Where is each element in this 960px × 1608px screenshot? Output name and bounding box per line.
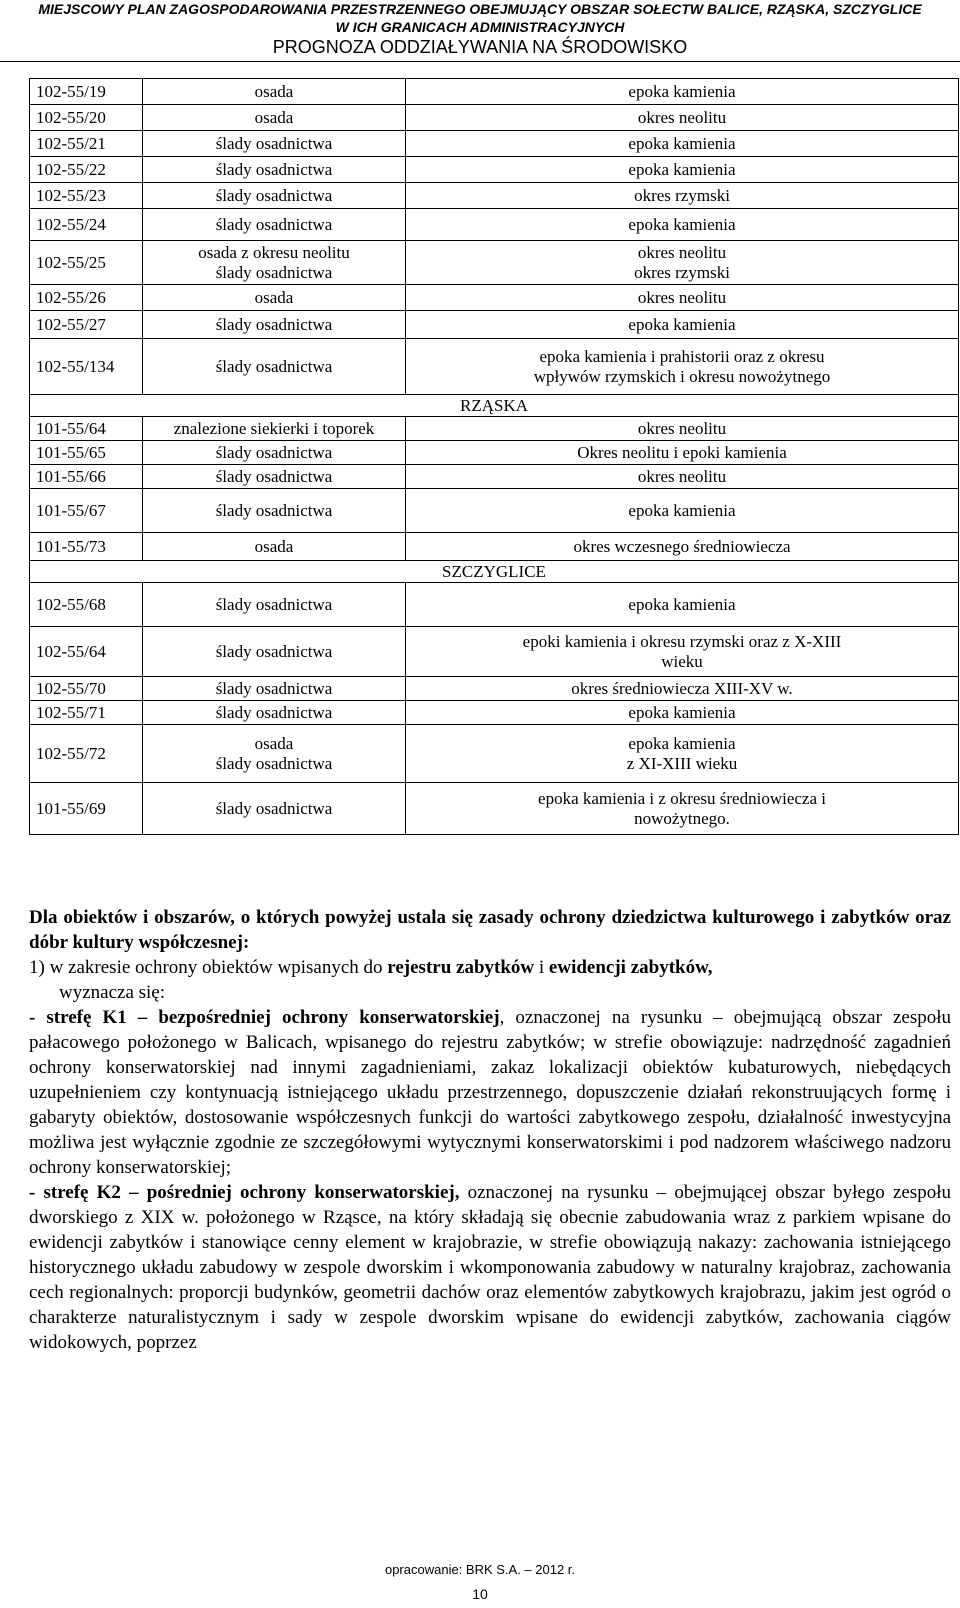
site-id-cell: 102-55/22 [30, 157, 143, 183]
header-line-3: PROGNOZA ODDZIAŁYWANIA NA ŚRODOWISKO [272, 37, 688, 57]
site-period-cell-line: epoka kamienia [628, 81, 736, 101]
site-kind-cell [143, 339, 406, 395]
table-row [30, 311, 959, 339]
site-period-cell-line: epoka kamienia i z okresu średniowiecza i [538, 788, 826, 808]
site-kind-cell-line: osada z okresu neolitu [198, 242, 350, 262]
site-period-cell-line: okres neolitu [637, 466, 727, 486]
site-kind-cell [143, 311, 406, 339]
zone-k1-title: - strefę K1 – bezpośredniej ochrony konserwatorskiej [29, 1007, 500, 1028]
site-kind-cell-line: osada [254, 733, 294, 753]
site-period-cell-line: epoka kamienia [628, 214, 736, 234]
site-period-cell-line: epoka kamienia [628, 594, 736, 614]
site-period-cell-line: epoka kamienia [628, 733, 736, 753]
header-rule [0, 61, 960, 62]
site-period-cell [406, 183, 959, 209]
site-kind-cell [143, 583, 406, 627]
site-id-cell: 102-55/25 [30, 241, 143, 285]
site-id-cell: 102-55/134 [30, 339, 143, 395]
site-kind-cell [143, 105, 406, 131]
site-id-cell: 102-55/70 [30, 677, 143, 701]
table-row [30, 157, 959, 183]
site-kind-cell [143, 465, 406, 489]
site-kind-cell [143, 79, 406, 105]
site-period-cell-line: epoka kamienia [628, 500, 736, 520]
site-kind-cell [143, 725, 406, 783]
site-period-cell [406, 465, 959, 489]
site-kind-cell [143, 183, 406, 209]
site-period-cell-line: nowożytnego. [634, 808, 730, 828]
site-kind-cell [143, 241, 406, 285]
site-kind-cell [143, 441, 406, 465]
zone-k2-paragraph: - strefę K2 – pośredniej ochrony konserwatorskiej, oznaczonej na rysunku – obejmującej obszar byłego zespołu dworskiego z XIX w. położonego w Rząsce, na który składają się obecnie zabudowania wraz z parkiem wpisane do ewidencji zabytków i stanowiące cenny element w krajobrazie, w strefie obowiązują nakazy: zachowania istniejącego historycznego układu zabudowy w zespole dworskim i wkomponowania zabudowy w naturalny krajobraz, zachowania cech regionalnych: proporcji budynków, geometrii dachów oraz elementów zabytkowych krajobrazu, jakim jest ogród o charakterze naturalistycznym i sady w zespole dworskim wpisane do ewidencji zabytków, zachowania ciągów widokowych, poprzez [29, 1182, 951, 1353]
intro-paragraph: Dla obiektów i obszarów, o których powyżej ustala się zasady ochrony dziedzictwa kulturowego i zabytków oraz dóbr kultury współczesnej: [29, 907, 951, 953]
site-kind-cell [143, 677, 406, 701]
site-kind-cell [143, 285, 406, 311]
site-id-cell: 102-55/71 [30, 701, 143, 725]
site-period-cell-line: okres średniowiecza XIII-XV w. [571, 678, 793, 698]
site-id-cell: 101-55/66 [30, 465, 143, 489]
table-row [30, 339, 959, 395]
site-kind-cell-line: ślady osadnictwa [215, 753, 333, 773]
site-kind-cell [143, 701, 406, 725]
site-kind-cell-line: ślady osadnictwa [215, 702, 333, 722]
site-id-cell: 102-55/19 [30, 79, 143, 105]
table-row [30, 533, 959, 561]
site-kind-cell [143, 489, 406, 533]
site-id-cell: 102-55/64 [30, 627, 143, 677]
site-kind-cell-line: osada [254, 81, 294, 101]
site-kind-cell-line: ślady osadnictwa [215, 356, 333, 376]
site-period-cell-line: z XI-XIII wieku [626, 753, 738, 773]
page-header [0, 0, 960, 58]
site-kind-cell-line: ślady osadnictwa [215, 466, 333, 486]
site-period-cell-line: okres rzymski [634, 262, 730, 282]
site-kind-cell-line: znalezione siekierki i toporek [173, 418, 375, 438]
site-kind-cell-line: ślady osadnictwa [215, 442, 333, 462]
site-kind-cell-line: ślady osadnictwa [215, 214, 333, 234]
site-period-cell [406, 311, 959, 339]
table-row [30, 677, 959, 701]
site-period-cell [406, 677, 959, 701]
footer-credit: opracowanie: BRK S.A. – 2012 r. [384, 1562, 576, 1577]
body-text [29, 905, 951, 1355]
table-row [30, 131, 959, 157]
site-kind-cell-line: ślady osadnictwa [215, 594, 333, 614]
section-row [30, 395, 959, 417]
register-term: rejestru zabytków [387, 957, 535, 978]
site-period-cell [406, 583, 959, 627]
site-kind-cell-line: ślady osadnictwa [215, 159, 333, 179]
site-period-cell-line: epoka kamienia [628, 133, 736, 153]
site-period-cell-line: okres neolitu [637, 287, 727, 307]
site-id-cell: 102-55/23 [30, 183, 143, 209]
site-period-cell [406, 783, 959, 835]
site-id-cell: 101-55/67 [30, 489, 143, 533]
site-period-cell [406, 533, 959, 561]
site-period-cell-line: okres rzymski [634, 185, 730, 205]
table-row [30, 725, 959, 783]
site-kind-cell [143, 209, 406, 241]
site-period-cell-line: okres neolitu [637, 242, 727, 262]
site-period-cell [406, 417, 959, 441]
site-kind-cell [143, 131, 406, 157]
table-row [30, 241, 959, 285]
site-period-cell-line: epoki kamienia i okresu rzymski oraz z X-XIII [522, 631, 842, 651]
site-kind-cell [143, 533, 406, 561]
site-period-cell-line: okres neolitu [637, 107, 727, 127]
site-kind-cell-line: osada [254, 107, 294, 127]
site-period-cell [406, 489, 959, 533]
zone-k1-paragraph: - strefę K1 – bezpośredniej ochrony konserwatorskiej, oznaczonej na rysunku – obejmującą obszar zespołu pałacowego położonego w Balicach, wpisanego do rejestru zabytków; w strefie obowiązuje: nadrzędność zagadnień ochrony konserwatorskiej nad innymi zagadnieniami, zakaz lokalizacji obiektów kubaturowych, niebędących uzupełnieniem czy kontynuacją istniejącego układu przestrzennego, dopuszczenie działań rekonstruujących formę i gabaryty obiektów, dostosowanie współczesnych funkcji do wartości zabytkowego zespołu, działalność inwestycyjna możliwa jest wyłącznie zgodnie ze szczegółowymi wytycznymi konserwatorskimi i pod nadzorem właściwego nadzoru ochrony konserwatorskiej; [29, 1007, 952, 1178]
site-period-cell [406, 105, 959, 131]
site-id-cell: 101-55/64 [30, 417, 143, 441]
table-row [30, 285, 959, 311]
site-kind-cell-line: ślady osadnictwa [215, 314, 333, 334]
site-kind-cell [143, 417, 406, 441]
site-period-cell [406, 339, 959, 395]
site-kind-cell [143, 157, 406, 183]
site-period-cell [406, 441, 959, 465]
site-kind-cell-line: osada [254, 536, 294, 556]
site-period-cell [406, 157, 959, 183]
table-row [30, 465, 959, 489]
site-period-cell-line: Okres neolitu i epoki kamienia [577, 442, 787, 462]
site-id-cell: 102-55/72 [30, 725, 143, 783]
site-kind-cell [143, 783, 406, 835]
monuments-table [29, 78, 959, 835]
site-id-cell: 102-55/20 [30, 105, 143, 131]
site-period-cell-line: wpływów rzymskich i okresu nowożytnego [533, 366, 831, 386]
table-row [30, 489, 959, 533]
section-row [30, 561, 959, 583]
table-row [30, 627, 959, 677]
table-row [30, 105, 959, 131]
site-kind-cell-line: ślady osadnictwa [215, 678, 333, 698]
table-row [30, 417, 959, 441]
table-row [30, 783, 959, 835]
site-period-cell-line: epoka kamienia [628, 159, 736, 179]
site-period-cell-line: okres wczesnego średniowiecza [573, 536, 791, 556]
site-period-cell [406, 209, 959, 241]
site-id-cell: 102-55/68 [30, 583, 143, 627]
point-1: 1) w zakresie ochrony obiektów wpisanych do rejestru zabytków i ewidencji zabytków, [29, 957, 713, 978]
site-kind-cell-line: ślady osadnictwa [215, 641, 333, 661]
site-period-cell [406, 627, 959, 677]
site-kind-cell-line: osada [254, 287, 294, 307]
site-period-cell [406, 79, 959, 105]
header-line-2: W ICH GRANICACH ADMINISTRACYJNYCH [335, 19, 625, 35]
site-kind-cell-line: ślady osadnictwa [215, 133, 333, 153]
site-period-cell-line: okres neolitu [637, 418, 727, 438]
site-period-cell-line: epoka kamienia [628, 314, 736, 334]
site-kind-cell [143, 627, 406, 677]
records-term: ewidencji zabytków, [548, 957, 713, 978]
section-label: SZCZYGLICE [30, 561, 959, 583]
site-id-cell: 102-55/24 [30, 209, 143, 241]
table-row [30, 79, 959, 105]
site-period-cell [406, 285, 959, 311]
table-row [30, 441, 959, 465]
site-id-cell: 102-55/27 [30, 311, 143, 339]
site-period-cell-line: epoka kamienia i prahistorii oraz z okresu [539, 346, 825, 366]
site-period-cell-line: wieku [661, 651, 703, 671]
table-row [30, 209, 959, 241]
table-row [30, 583, 959, 627]
site-id-cell: 102-55/21 [30, 131, 143, 157]
zone-k2-title: - strefę K2 – pośredniej ochrony konserwatorskiej, [29, 1182, 460, 1203]
site-kind-cell-line: ślady osadnictwa [215, 262, 333, 282]
site-kind-cell-line: ślady osadnictwa [215, 798, 333, 818]
site-period-cell [406, 701, 959, 725]
site-id-cell: 101-55/73 [30, 533, 143, 561]
site-kind-cell-line: ślady osadnictwa [215, 185, 333, 205]
site-period-cell [406, 131, 959, 157]
table-row [30, 183, 959, 209]
section-label: RZĄSKA [30, 395, 959, 417]
header-line-1: MIEJSCOWY PLAN ZAGOSPODAROWANIA PRZESTRZENNEGO OBEJMUJĄCY OBSZAR SOŁECTW BALICE, RZĄSKA, SZCZYGLICE [38, 1, 922, 17]
table-row [30, 701, 959, 725]
site-id-cell: 101-55/65 [30, 441, 143, 465]
page-number: 10 [472, 1586, 488, 1602]
site-period-cell [406, 725, 959, 783]
site-period-cell [406, 241, 959, 285]
point-1-indent: wyznacza się: [59, 982, 166, 1003]
site-kind-cell-line: ślady osadnictwa [215, 500, 333, 520]
site-id-cell: 101-55/69 [30, 783, 143, 835]
site-period-cell-line: epoka kamienia [628, 702, 736, 722]
site-id-cell: 102-55/26 [30, 285, 143, 311]
